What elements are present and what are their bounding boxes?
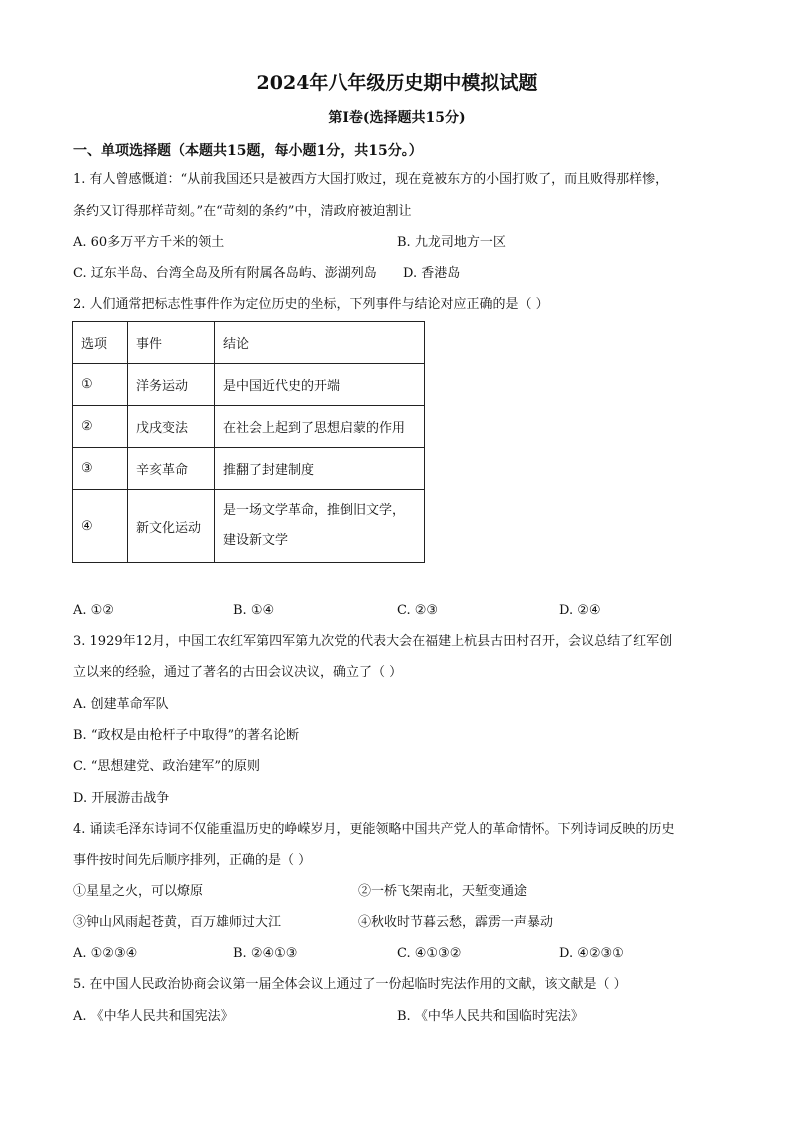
- section-heading: 一、单项选择题（本题共15题，每小题1分，共15分。）: [73, 143, 423, 159]
- table-header-cell: 选项: [73, 322, 128, 364]
- table-cell: 新文化运动: [128, 490, 215, 563]
- paper-subtitle: 第Ⅰ卷(选择题共15分): [328, 110, 466, 126]
- table-row: [73, 406, 425, 448]
- q1-stem-line2: 条约又订得那样苛刻。”在“苛刻的条约”中，清政府被迫割让: [73, 204, 412, 219]
- table-row: [73, 364, 425, 406]
- table-cell: 辛亥革命: [128, 448, 215, 490]
- table-cell: 是中国近代史的开端: [215, 364, 425, 406]
- page-title: 2024年八年级历史期中模拟试题: [256, 72, 538, 94]
- table-cell-line1: 是一场文学革命，推倒旧文学，: [223, 503, 406, 518]
- q2-option-b: B. ①④: [233, 603, 275, 618]
- q2-stem: 2. 人们通常把标志性事件作为定位历史的坐标，下列事件与结论对应正确的是（ ）: [73, 297, 549, 312]
- table-header-cell: 结论: [215, 322, 425, 364]
- q1-option-a: A. 60多万平方千米的领土: [73, 235, 225, 250]
- q5-option-a: A. 《中华人民共和国宪法》: [73, 1009, 234, 1024]
- q2-option-c: C. ②③: [397, 603, 439, 618]
- q3-option-b: B. “政权是由枪杆子中取得”的著名论断: [73, 728, 300, 743]
- table-cell: 洋务运动: [128, 364, 215, 406]
- table-cell: [215, 490, 425, 563]
- q4-poem-1: ①星星之火，可以燎原: [73, 884, 204, 899]
- table-cell: ③: [73, 448, 128, 490]
- table-header-row: [73, 322, 425, 364]
- table-row: [73, 448, 425, 490]
- table-cell: 在社会上起到了思想启蒙的作用: [215, 406, 425, 448]
- q4-option-b: B. ②④①③: [233, 946, 298, 961]
- q2-option-a: A. ①②: [73, 603, 114, 618]
- table-cell-line2: 建设新文学: [223, 533, 289, 548]
- q4-stem-line1: 4. 诵读毛泽东诗词不仅能重温历史的峥嵘岁月，更能领略中国共产党人的革命情怀。下列诗词反映的历史: [73, 822, 675, 837]
- table-cell: ②: [73, 406, 128, 448]
- q3-option-d: D. 开展游击战争: [73, 791, 170, 806]
- q3-option-c: C. “思想建党、政治建军”的原则: [73, 759, 261, 774]
- q3-option-a: A. 创建革命军队: [73, 697, 169, 712]
- q5-option-b: B. 《中华人民共和国临时宪法》: [397, 1009, 584, 1024]
- q4-poem-4: ④秋收时节暮云愁，霹雳一声暴动: [358, 915, 554, 930]
- table-cell: 推翻了封建制度: [215, 448, 425, 490]
- table-cell: ④: [73, 490, 128, 563]
- q4-option-c: C. ④①③②: [397, 946, 462, 961]
- q4-option-d: D. ④②③①: [559, 946, 624, 961]
- table-header-cell: 事件: [128, 322, 215, 364]
- q1-stem-line1: 1. 有人曾感慨道：“从前我国还只是被西方大国打败过，现在竟被东方的小国打败了，而且败得那样惨，: [73, 172, 669, 187]
- table-cell: ①: [73, 364, 128, 406]
- table-cell: 戊戌变法: [128, 406, 215, 448]
- q3-stem-line1: 3. 1929年12月，中国工农红军第四军第九次党的代表大会在福建上杭县古田村召开，会议总结了红军创: [73, 634, 673, 649]
- q4-poem-2: ②一桥飞架南北，天堑变通途: [358, 884, 528, 899]
- q1-option-c: C. 辽东半岛、台湾全岛及所有附属各岛屿、澎湖列岛: [73, 266, 377, 281]
- q4-option-a: A. ①②③④: [73, 946, 138, 961]
- q4-poem-3: ③钟山风雨起苍黄，百万雄师过大江: [73, 915, 282, 930]
- q2-option-d: D. ②④: [559, 603, 601, 618]
- q1-option-d: D. 香港岛: [403, 266, 461, 281]
- q5-stem: 5. 在中国人民政治协商会议第一届全体会议上通过了一份起临时宪法作用的文献，该文献是（ ）: [73, 977, 627, 992]
- q4-stem-line2: 事件按时间先后顺序排列，正确的是（ ）: [73, 853, 312, 868]
- q1-option-b: B. 九龙司地方一区: [397, 235, 506, 250]
- q3-stem-line2: 立以来的经验，通过了著名的古田会议决议，确立了（ ）: [73, 665, 403, 680]
- q2-table: [72, 321, 425, 563]
- table-row: [73, 490, 425, 563]
